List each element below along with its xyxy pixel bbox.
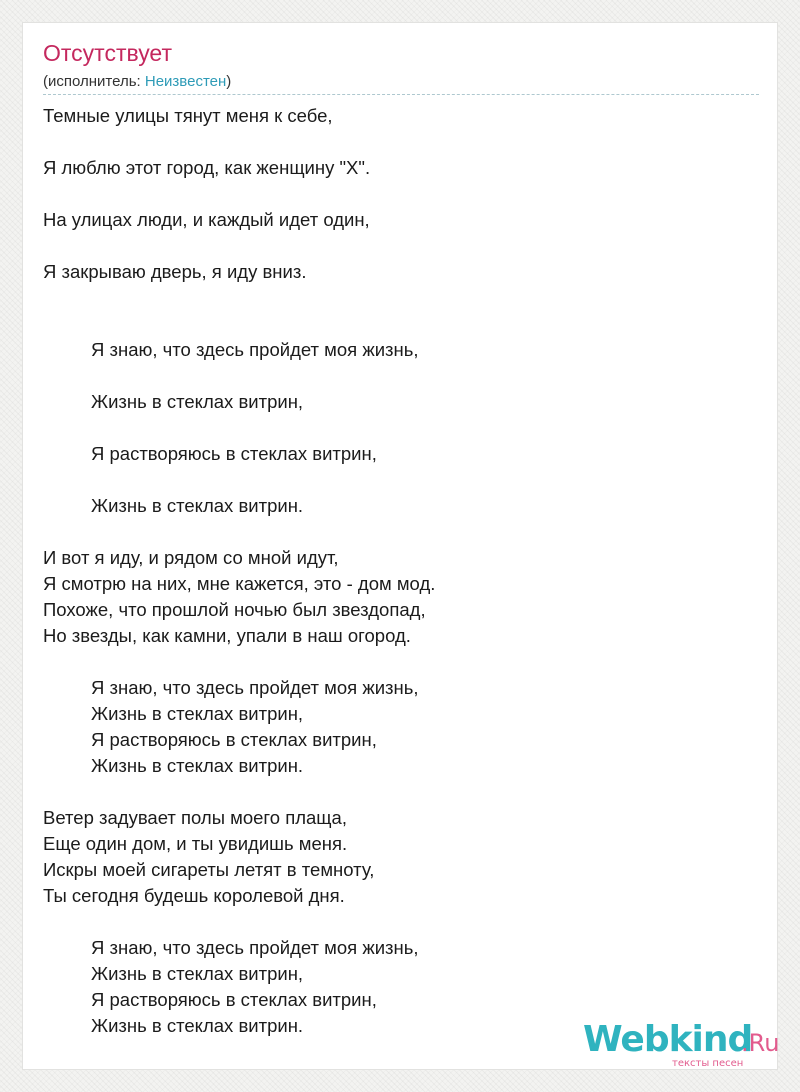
logo-name: Webkind <box>583 1019 753 1060</box>
lyric-line: Жизнь в стеклах витрин, <box>91 703 304 724</box>
lyric-line: Я знаю, что здесь пройдет моя жизнь, <box>91 937 419 958</box>
lyric-line: Я растворяюсь в стеклах витрин, <box>91 443 377 464</box>
song-title: Отсутствует <box>43 40 172 66</box>
lyric-line: Я закрываю дверь, я иду вниз. <box>43 261 307 282</box>
lyric-line: Я знаю, что здесь пройдет моя жизнь, <box>91 339 419 360</box>
lyric-line: Жизнь в стеклах витрин. <box>91 1015 304 1036</box>
lyric-line: Жизнь в стеклах витрин. <box>91 495 304 516</box>
lyric-line: Ветер задувает полы моего плаща, <box>43 807 347 828</box>
lyric-line: Искры моей сигареты летят в темноту, <box>43 859 375 880</box>
artist-link[interactable]: Неизвестен <box>144 73 227 90</box>
lyric-line: Жизнь в стеклах витрин, <box>91 391 304 412</box>
lyric-line: Я люблю этот город, как женщину "Х". <box>43 157 371 178</box>
lyric-line: Я растворяюсь в стеклах витрин, <box>91 989 377 1010</box>
lyric-line: Я смотрю на них, мне кажется, это - дом мод. <box>43 573 436 594</box>
lyric-line: И вот я иду, и рядом со мной идут, <box>43 547 339 568</box>
lyrics-body <box>23 23 780 1069</box>
logo-tagline: тексты песен <box>672 1058 744 1069</box>
artist-prefix: (исполнитель: <box>43 73 145 90</box>
site-logo[interactable] <box>583 1019 783 1069</box>
lyric-line: Похоже, что прошлой ночью был звездопад, <box>43 599 426 620</box>
lyric-line: Я растворяюсь в стеклах витрин, <box>91 729 377 750</box>
lyrics-sheet <box>22 22 778 1070</box>
artist-suffix: ) <box>226 73 232 90</box>
lyric-line: Я знаю, что здесь пройдет моя жизнь, <box>91 677 419 698</box>
lyric-line: Но звезды, как камни, упали в наш огород. <box>43 625 411 646</box>
lyric-line: На улицах люди, и каждый идет один, <box>43 209 370 230</box>
logo-suffix: .Ru <box>741 1029 780 1057</box>
lyric-line: Темные улицы тянут меня к себе, <box>43 105 333 126</box>
lyric-line: Жизнь в стеклах витрин. <box>91 755 304 776</box>
lyric-line: Еще один дом, и ты увидишь меня. <box>43 833 348 854</box>
lyric-line: Ты сегодня будешь королевой дня. <box>43 885 345 906</box>
lyric-line: Жизнь в стеклах витрин, <box>91 963 304 984</box>
